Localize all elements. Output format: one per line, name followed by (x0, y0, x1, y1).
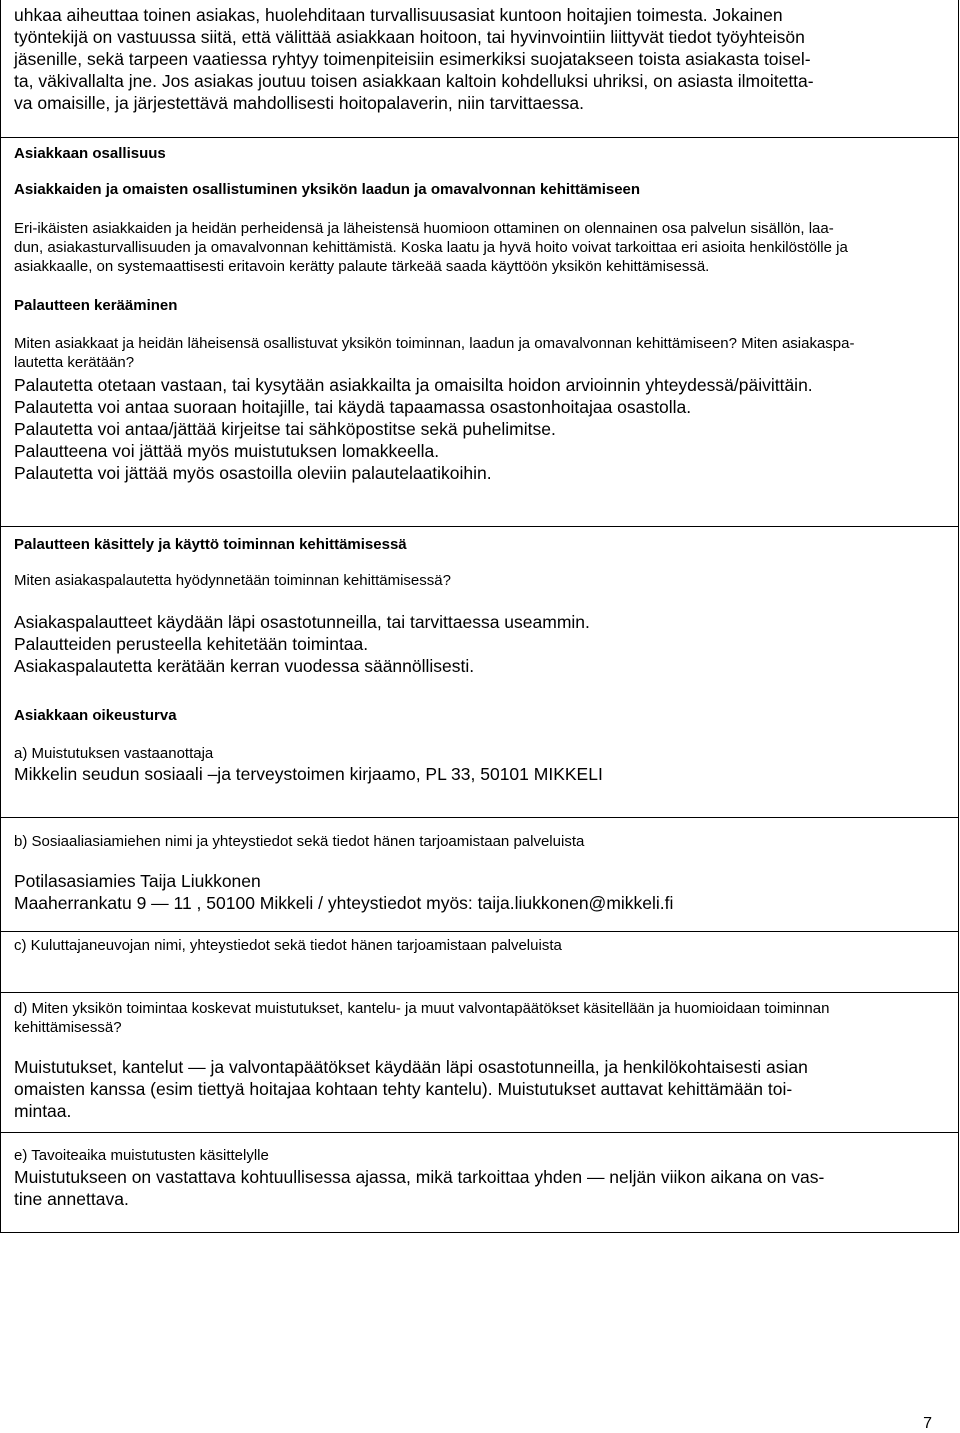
text-line: Asiakaspalautetta kerätään kerran vuodessa säännöllisesti. (14, 656, 475, 676)
text-line: kehittämisessä? (14, 1019, 122, 1036)
text-line: dun, asiakasturvallisuuden ja omavalvonnan kehittämistä. Koska laatu ja hyvä hoito voivat tarkoittaa eri asioita henkilöstölle ja (14, 239, 848, 256)
section-subheading: Asiakkaiden ja omaisten osallistuminen yksikön laadun ja omavalvonnan kehittämiseen (14, 181, 641, 198)
intro-box (0, 0, 959, 138)
item-d-label (14, 999, 950, 1037)
target-time-box (0, 1132, 959, 1233)
text-line: Asiakaspalautteet käydään läpi osastotunneilla, tai tarvittaessa useammin. (14, 612, 590, 632)
text-line: Palautetta otetaan vastaan, tai kysytään asiakkailta ja omaisilta hoidon arvioinnin yhteydessä/päivittäin. (14, 375, 813, 395)
section-heading: Asiakkaan osallisuus (14, 145, 166, 162)
text-line: omaisten kanssa (esim tiettyä hoitajaa kohtaan tehty kantelu). Muistutukset auttavat kehittämään toi- (14, 1079, 793, 1099)
text-line: Palautetta voi antaa/jättää kirjeitse tai sähköpostitse sekä puhelimitse. (14, 419, 556, 439)
item-a-value: Mikkelin seudun sosiaali –ja terveystoimen kirjaamo, PL 33, 50101 MIKKELI (14, 764, 603, 784)
text-line: työntekijä on vastuussa siitä, että välittää asiakkaan hoitoon, tai hyvinvointiin liittyvät tiedot työyhteisön (14, 27, 805, 47)
item-b-label: b) Sosiaaliasiamiehen nimi ja yhteystiedot sekä tiedot hänen tarjoamistaan palveluista (14, 833, 585, 850)
text-line: d) Miten yksikön toimintaa koskevat muistutukset, kantelu- ja muut valvontapäätökset käsitellään ja huomioidaan toiminnan (14, 1000, 830, 1017)
item-a-label: a) Muistutuksen vastaanottaja (14, 745, 214, 762)
text-line: Eri-ikäisten asiakkaiden ja heidän perheidensä ja läheistensä huomioon ottaminen on olennainen osa palvelun sisällön, laa- (14, 220, 834, 237)
text-line: Palautteena voi jättää myös muistutuksen lomakkeella. (14, 441, 440, 461)
item-b-value (14, 870, 950, 914)
text-line: ta, väkivallalta jne. Jos asiakas joutuu toisen asiakkaan kaltoin kohdelluksi uhriksi, on asiasta ilmoitetta- (14, 71, 814, 91)
ombudsman-address: Maaherrankatu 9 — 11 , 50100 Mikkeli / yhteystiedot myös: taija.liukkonen@mikkeli.fi (14, 893, 674, 913)
item-e-answer (14, 1166, 950, 1210)
participation-box (0, 137, 959, 527)
text-line: Muistutukset, kantelut — ja valvontapäätökset käydään läpi osastotunneilla, ja henkilökohtaisesti asian (14, 1057, 808, 1077)
text-line: lautetta kerätään? (14, 354, 135, 371)
text-line: Palautteiden perusteella kehitetään toimintaa. (14, 634, 369, 654)
text-line: va omaisille, ja järjestettävä mahdollisesti hoitopalaverin, niin tarvittaessa. (14, 93, 584, 113)
text-line: Muistutukseen on vastattava kohtuullisessa ajassa, mikä tarkoittaa yhden — neljän viikon aikana on vas- (14, 1167, 825, 1187)
ombudsman-box (0, 817, 959, 932)
item-d-answer (14, 1056, 950, 1122)
section-heading: Asiakkaan oikeusturva (14, 707, 177, 724)
handling-question: Miten asiakaspalautetta hyödynnetään toiminnan kehittämisessä? (14, 572, 451, 589)
handling-answer (14, 611, 950, 677)
section-heading: Palautteen käsittely ja käyttö toiminnan kehittämisessä (14, 536, 407, 553)
feedback-question (14, 334, 950, 372)
text-line: mintaa. (14, 1101, 72, 1121)
text-line: tine annettava. (14, 1189, 129, 1209)
page-number: 7 (923, 1415, 932, 1432)
text-line: Miten asiakkaat ja heidän läheisensä osallistuvat yksikön toiminnan, laadun ja omavalvonnan kehittämiseen? Miten asiakaspa- (14, 335, 855, 352)
intro-paragraph (14, 4, 950, 114)
complaints-box (0, 992, 959, 1133)
text-line: Palautetta voi antaa suoraan hoitajille, tai käydä tapaamassa osastonhoitajaa osastolla. (14, 397, 692, 417)
ombudsman-name: Potilasasiamies Taija Liukkonen (14, 871, 261, 891)
participation-paragraph (14, 219, 950, 276)
text-line: asiakkaalle, on systemaattisesti eritavoin kerätty palaute tärkeää saada käyttöön yksikön kehittämisessä. (14, 258, 710, 275)
feedback-answer (14, 374, 950, 484)
section-heading: Palautteen kerääminen (14, 297, 178, 314)
text-line: Palautetta voi jättää myös osastoilla oleviin palautelaatikoihin. (14, 463, 492, 483)
item-e-label: e) Tavoiteaika muistutusten käsittelylle (14, 1147, 269, 1164)
item-c-label: c) Kuluttajaneuvojan nimi, yhteystiedot sekä tiedot hänen tarjoamistaan palveluista (14, 937, 562, 954)
text-line: uhkaa aiheuttaa toinen asiakas, huolehditaan turvallisuusasiat kuntoon hoitajien toimesta. Jokainen (14, 5, 783, 25)
consumer-advisor-box (0, 931, 959, 993)
text-line: jäsenille, sekä tarpeen vaatiessa ryhtyy toimenpiteisiin esimerkiksi suojatakseen toista asiakasta toisel- (14, 49, 811, 69)
handling-box (0, 526, 959, 818)
